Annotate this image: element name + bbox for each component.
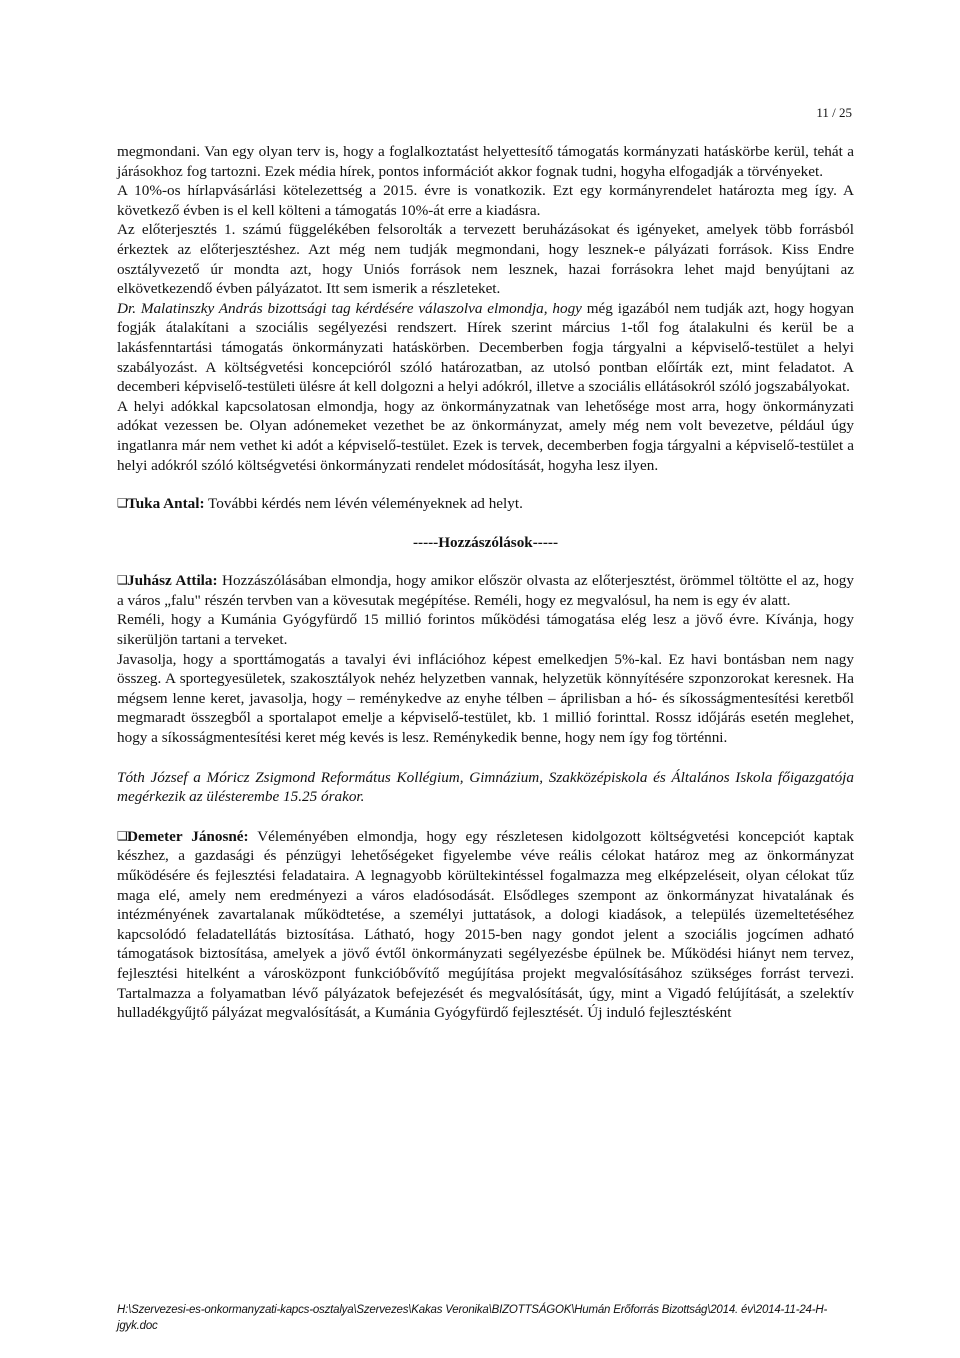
- speaker-text: Véleményében elmondja, hogy egy részletesen kidolgozott költségvetési koncepciót kaptak készhez, a gazdasági és pénzügyi lehetőségeket figyelembe véve reális célokat határoz meg az önkormányzat működésére és fejlesztési feladataira. A legnagyobb körültekintéssel fogalmazza meg elképzeléseit, olyan célokat tűz maga elé, amely nem eredményezi a város eladósodását. Elsődleges szempont az önkormányzat hivatalának és intézményének zavartalanak működtetése, a személyi juttatások, a dologi kiadások, a település üzemeltetéséhez kapcsolódó feladatellátás biztosítása. Látható, hogy 2015-ben nagy gondot jelent a szociális jogcímen adható támogatások biztosítása, amelyek a jövő évtől önkormányzati segélyezésbe épülnek be. Működési hiányt nem tervez, fejlesztési hitelként a városközpont funkcióbővítő megújítása projekt megvalósításához szükséges forrást tervezi. Tartalmazza a folyamatban lévő pályázatok befejezését és megvalósítását, úgy, mint a Vigadó felújítását, a szelektív hulladékgyűjtő pályázat megvalósítását, a Kumánia Gyógyfürdő fejlesztését. Új induló fejlesztésként: [117, 827, 855, 1022]
- file-path-footer: H:\Szervezesi-es-onkormanyzati-kapcs-osztalya\Szervezes\Kakas Veronika\BIZOTTSÁGOK\Humán Erőforrás Bizottság\2014. év\2014-11-24-H-jgyk.doc: [117, 1304, 828, 1332]
- speaker-tuka: [117, 494, 854, 514]
- speaker-text: Hozzászólásában elmondja, hogy amikor először olvasta az előterjesztést, örömmel töltötte el az, hogy a város „falu" részén tervben van a kövesutak megépítése. Reméli, hogy ez megvalósul, ha nem is egy év alatt.: [117, 572, 854, 609]
- document-body: [117, 142, 854, 1023]
- paragraph-3: Az előterjesztés 1. számú függelékében felsorolták a tervezett beruházásokat és igényeket, amelyek több forrásból érkeztek az előterjesztéshez. Azt még nem tudják megmondani, hogy lesznek-e pályázati források. Kiss Endre osztályvezető úr mondta azt, hogy Uniós források nem lesznek, hazai forrásokra lehet majd benyújtani az elkövetkezendő évben pályázatot. Itt sem ismerik a részleteket.: [117, 221, 854, 298]
- speaker-name: Demeter Jánosné:: [127, 827, 249, 845]
- checkbox-bullet-icon: ❑: [117, 496, 128, 511]
- arrival-note: Tóth József a Móricz Zsigmond Református Kollégium, Gimnázium, Szakközépiskola és Általános Iskola főigazgatója megérkezik az ülésterembe 15.25 órakor.: [117, 768, 854, 806]
- paragraph-5: A helyi adókkal kapcsolatosan elmondja, hogy az önkormányzatnak van lehetősége most arra, hogy önkormányzati adókat vezessen be. Olyan adónemeket vezethet be az önkormányzat, amely még nem volt bevezetve, például úgy ingatlanra már nem vethet ki adót a képviselő-testület. Ezek is tervek, decemberben fogja tárgyalni a képviselő-testület a helyi adókról szóló költségvetési önkormányzati rendelet módosítását, hogyha lesz ilyen.: [117, 397, 854, 474]
- paragraph-7: Javasolja, hogy a sporttámogatás a tavalyi évi inflációhoz képest emelkedjen 5%-kal. Ez havi bontásban nem nagy összeg. A sportegyesületek, szakosztályok nehéz helyzetben vannak, helyzetük könnyítésére szponzorokat keresnek. Ha mégsem lenne keret, javasolja, hogy – reménykedve az enyhe télben – áprilisban a hó- és síkosságmentesítési keretből megmaradt összegből a sportalapot emelje a képviselő-testület, kb. 1 millió forinttal. Rossz időjárás esetén meglehet, hogy a síkosságmentesítési keret még kevés is lesz. Reménykedik benne, hogy nem így fog történni.: [117, 650, 854, 747]
- paragraph-6: Reméli, hogy a Kumánia Gyógyfürdő 15 millió forintos működési támogatása elég lesz a jövő évre. Kívánja, hogy sikerüljön tartani a terveket.: [117, 611, 854, 649]
- checkbox-bullet-icon: ❑: [117, 573, 128, 588]
- paragraph-4: [117, 299, 854, 397]
- answer-text: még igazából nem tudják azt, hogy hogyan fogják átalakítani a szociális segélyezési rendszert. Hírek szerint március 1-től fog átalakulni és kerül be a lakásfenntartási támogatás önkormányzati hatáskörben. Decemberben fogja tárgyalni a képviselő-testület a helyi szabályozást. A költségvetési koncepcióról szóló határozatban, az utolsó pontban előírták ezt, mint feladatot. A decemberi képviselő-testületi ülésre át kell dolgozni a helyi adókról, illetve a szociális ellátásokról szóló jogszabályokat.: [117, 299, 854, 396]
- checkbox-bullet-icon: ❑: [117, 828, 128, 843]
- speaker-juhasz: [117, 571, 854, 610]
- paragraph-2: A 10%-os hírlapvásárlási kötelezettség a 2015. évre is vonatkozik. Ezt egy kormányrendelet határozta meg így. A következő évben is el kell költeni a támogatás 10%-át erre a kiadásra.: [117, 182, 854, 219]
- section-heading: -----Hozzászólások-----: [412, 533, 559, 551]
- speaker-demeter: [117, 827, 854, 1023]
- page-number: 11 / 25: [816, 105, 852, 120]
- paragraph-1: megmondani. Van egy olyan terv is, hogy a foglalkoztatást helyettesítő támogatás kormányzati hatáskörbe kerül, tehát a járásokhoz fog tartozni. Ezek média hírek, pontos információt akkor fognak tudni, hogyha elfogadják a törvényeket.: [117, 143, 854, 180]
- question-intro: Dr. Malatinszky András bizottsági tag kérdésére válaszolva elmondja, hogy: [117, 299, 582, 317]
- speaker-name: Tuka Antal:: [127, 495, 205, 513]
- speaker-name: Juhász Attila:: [127, 572, 218, 590]
- speaker-text: További kérdés nem lévén véleményeknek ad helyt.: [204, 495, 523, 513]
